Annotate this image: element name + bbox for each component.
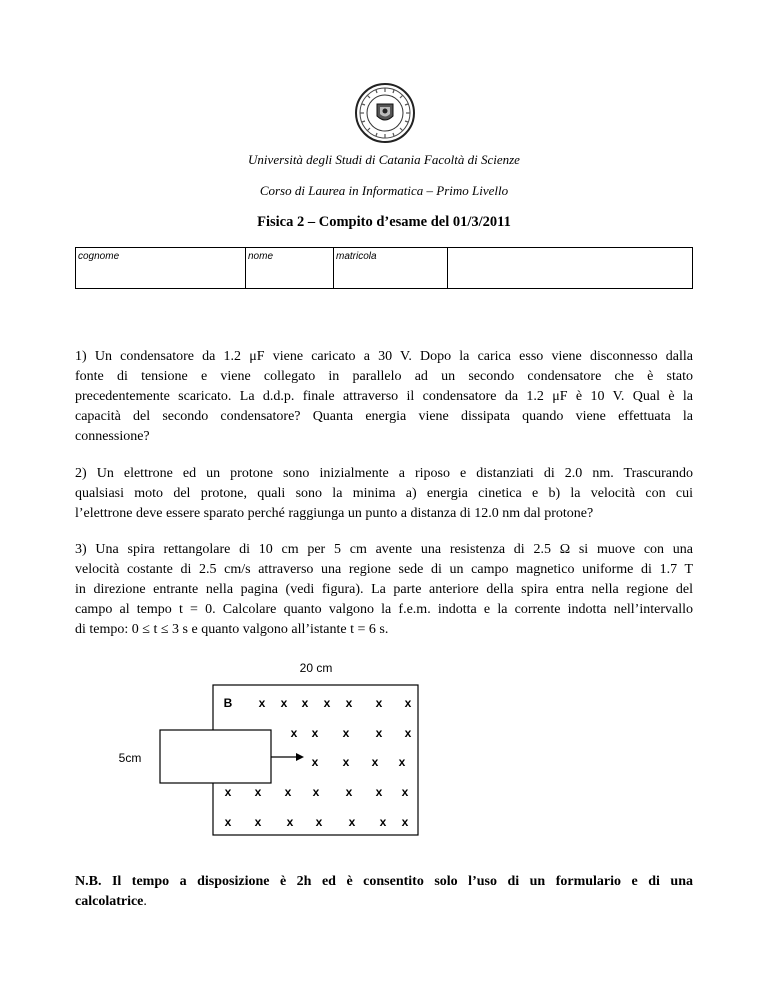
problem-1-line: fonte di tensione e viene collegato in parallelo ad un secondo condensatore che è stato <box>75 369 693 384</box>
problem-3-line: 3) Una spira rettangolare di 10 cm per 5 cm avente una resistenza di 2.5 Ω si muove con una <box>75 542 693 557</box>
problem-1-line: capacità del secondo condensatore? Quanta energia viene dissipata quando viene effettuata la <box>75 409 693 424</box>
field-x-marker: x <box>375 726 383 740</box>
matricola-cell[interactable] <box>334 248 448 289</box>
field-x-marker: x <box>224 815 232 829</box>
problem-3-line: campo al tempo t = 0. Calcolare quanto valgono la f.e.m. indotta e la corrente indotta nell’intervallo <box>75 602 693 617</box>
field-x-marker: x <box>375 785 383 799</box>
wire-loop <box>160 730 271 783</box>
problem-2 <box>75 464 693 524</box>
problem-1-line: connessione? <box>75 429 150 444</box>
field-x-marker: x <box>371 755 379 769</box>
field-x-marker: x <box>311 755 319 769</box>
course-name: Corso di Laurea in Informatica – Primo Livello <box>259 183 509 198</box>
field-x-marker: x <box>404 696 412 710</box>
field-x-marker: x <box>312 785 320 799</box>
field-x-marker: x <box>345 696 353 710</box>
field-x-marker: x <box>280 696 288 710</box>
cognome-label: cognome <box>78 251 120 262</box>
field-x-marker: x <box>379 815 387 829</box>
note-line-2 <box>75 892 693 912</box>
problem-3-line: velocità costante di 2.5 cm/s attraverso una regione sede di un campo magnetico uniforme di 1.7 T <box>75 562 693 577</box>
field-x-marker: x <box>342 726 350 740</box>
problem-1-line: precedentemente scaricato. La d.d.p. finale attraverso il condensatore da 1.2 μF è 10 V. Qual è la <box>75 389 693 404</box>
width-label: 20 cm <box>299 661 333 675</box>
note-line-1: N.B. Il tempo a disposizione è 2h ed è consentito solo l’uso di un formulario e di una <box>75 874 693 889</box>
problem-2-line: qualsiasi moto del protone, quali sono la minima a) energia cinetica e b) la velocità con cui <box>75 486 693 501</box>
height-label: 5cm <box>118 751 142 765</box>
field-label: B <box>223 696 233 710</box>
field-x-marker: x <box>401 815 409 829</box>
field-x-marker: x <box>311 726 319 740</box>
nome-cell[interactable] <box>246 248 334 289</box>
field-x-marker: x <box>323 696 331 710</box>
problem-3-line: in direzione entrante nella pagina (vedi figura). La parte anteriore della spira entra nella regione del <box>75 582 693 597</box>
problem-1 <box>75 347 693 447</box>
problem-1-line: 1) Un condensatore da 1.2 μF viene caricato a 30 V. Dopo la carica esso viene disconnesso dalla <box>75 349 693 364</box>
problem-2-line: 2) Un elettrone ed un protone sono inizialmente a riposo e distanziati di 2.0 nm. Trascurando <box>75 466 693 481</box>
student-info-table <box>75 247 693 289</box>
problem-2-line: l’elettrone deve essere sparato perché raggiunga un punto a distanza di 12.0 nm dal protone? <box>75 506 594 521</box>
note-line-2-period: . <box>143 894 147 909</box>
field-x-marker: x <box>284 785 292 799</box>
field-x-marker: x <box>286 815 294 829</box>
field-x-marker: x <box>224 785 232 799</box>
matricola-label: matricola <box>336 251 377 262</box>
note-line-2-text: calcolatrice <box>75 894 144 909</box>
field-x-marker: x <box>348 815 356 829</box>
cognome-cell[interactable] <box>76 248 246 289</box>
field-x-marker: x <box>375 696 383 710</box>
field-x-marker: x <box>315 815 323 829</box>
problem-3-line: di tempo: 0 ≤ t ≤ 3 s e quanto valgono all’istante t = 6 s. <box>75 622 389 637</box>
field-x-marker: x <box>254 815 262 829</box>
field-x-marker: x <box>401 785 409 799</box>
university-name: Università degli Studi di Catania Facoltà di Scienze <box>248 152 520 167</box>
field-x-marker: x <box>301 696 309 710</box>
field-x-marker: x <box>398 755 406 769</box>
field-x-marker: x <box>342 755 350 769</box>
nome-label: nome <box>248 251 274 262</box>
field-x-marker: x <box>254 785 262 799</box>
field-x-marker: x <box>290 726 298 740</box>
magnetic-field-figure <box>0 650 768 850</box>
field-x-marker: x <box>258 696 266 710</box>
arrow-head-icon <box>296 753 304 761</box>
university-seal-logo <box>354 82 416 144</box>
blank-cell[interactable] <box>448 248 693 289</box>
problem-3 <box>75 540 693 640</box>
field-x-marker: x <box>345 785 353 799</box>
exam-title: Fisica 2 – Compito d’esame del 01/3/2011 <box>257 214 511 230</box>
field-x-marker: x <box>404 726 412 740</box>
